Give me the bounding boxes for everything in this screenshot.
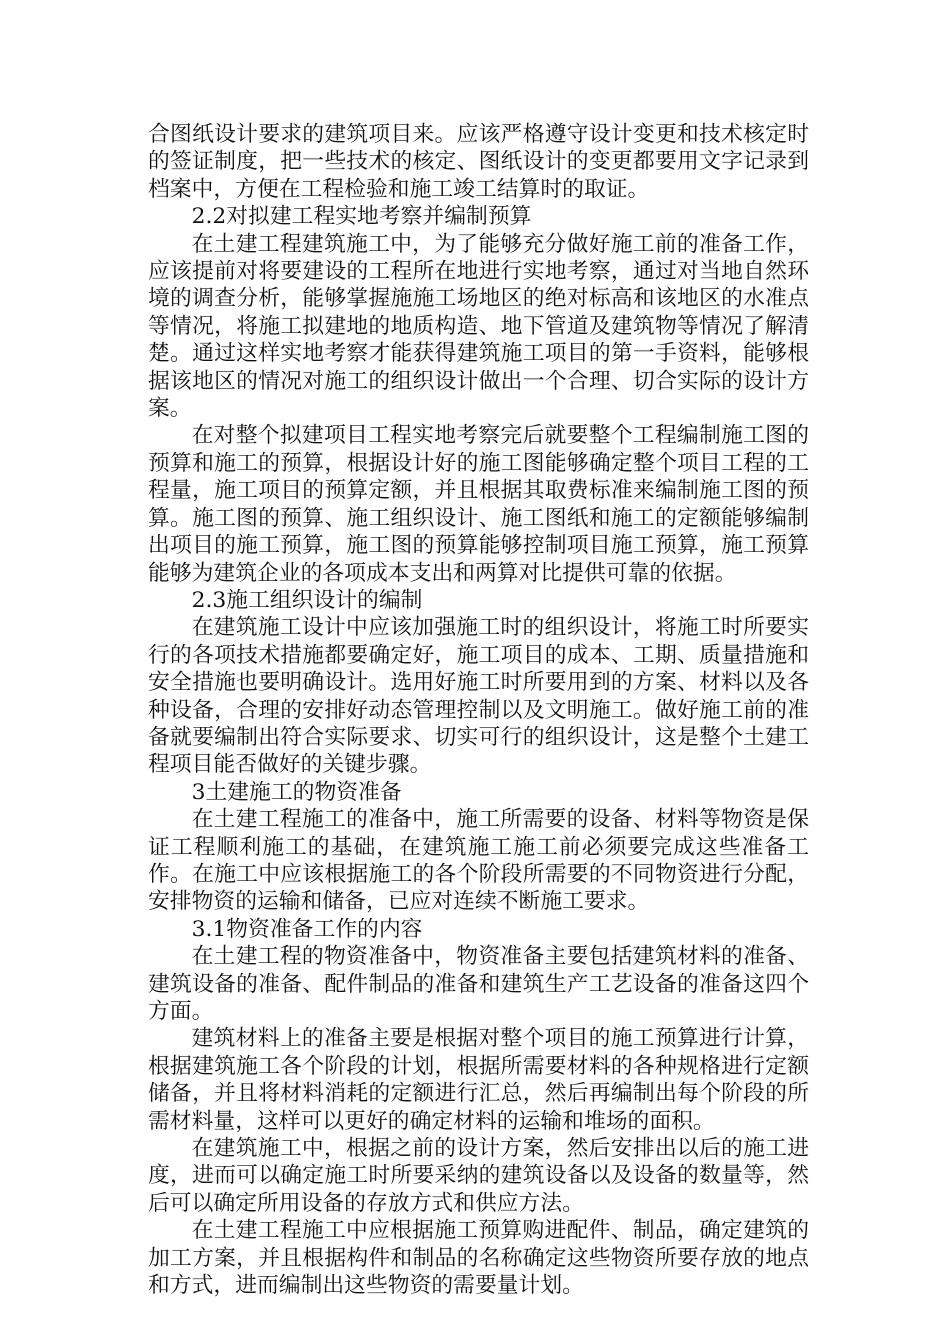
paragraph: 在土建工程建筑施工中，为了能够充分做好施工前的准备工作，应该提前对将要建设的工程所在地进行实地考察，通过对当地自然环境的调查分析，能够掌握施施工场地区的绝对标高和该地区的水准点等情况，将施工拟建地的地质构造、地下管道及建筑物等情况了解清楚。通过这样实地考察才能获得建筑施工项目的第一手资料，能够根据该地区的情况对施工的组织设计做出一个合理、切合实际的设计方案。 xyxy=(148,231,809,422)
paragraph: 在土建工程的物资准备中，物资准备主要包括建筑材料的准备、建筑设备的准备、配件制品的准备和建筑生产工艺设备的准备这四个方面。 xyxy=(148,944,809,1024)
section-heading: 2.2对拟建工程实地考察并编制预算 xyxy=(191,204,532,230)
section-heading: 3土建施工的物资准备 xyxy=(191,779,402,805)
paragraph: 建筑材料上的准备主要是根据对整个项目的施工预算进行计算，根据建筑施工各个阶段的计划，根据所需要材料的各种规格进行定额储备，并且将材料消耗的定额进行汇总，然后再编制出每个阶段的所需材料量，这样可以更好的确定材料的运输和堆场的面积。 xyxy=(148,1026,809,1134)
section-heading: 2.3施工组织设计的编制 xyxy=(191,587,423,613)
paragraph: 合图纸设计要求的建筑项目来。应该严格遵守设计变更和技术核定时的签证制度，把一些技术的核定、图纸设计的变更都要用文字记录到档案中，方便在工程检验和施工竣工结算时的取证。 xyxy=(148,122,809,202)
paragraph: 在对整个拟建项目工程实地考察完后就要整个工程编制施工图的预算和施工的预算，根据设计好的施工图能够确定整个项目工程的工程量，施工项目的预算定额，并且根据其取费标准来编制施工图的预算。施工图的预算、施工组织设计、施工图纸和施工的定额能够编制出项目的施工预算，施工图的预算能够控制项目施工预算，施工预算能够为建筑企业的各项成本支出和两算对比提供可靠的依据。 xyxy=(148,423,809,586)
paragraph: 在建筑施工中，根据之前的设计方案，然后安排出以后的施工进度，进而可以确定施工时所要采纳的建筑设备以及设备的数量等，然后可以确定所用设备的存放方式和供应方法。 xyxy=(148,1136,809,1216)
paragraph: 在建筑施工设计中应该加强施工时的组织设计，将施工时所要实行的各项技术措施都要确定好，施工项目的成本、工期、质量措施和安全措施也要明确设计。选用好施工时所要用到的方案、材料以及各种设备，合理的安排好动态管理控制以及文明施工。做好施工前的准备就要编制出符合实际要求、切实可行的组织设计，这是整个土建工程项目能否做好的关键步骤。 xyxy=(148,615,809,778)
document-body xyxy=(148,121,809,1299)
paragraph: 在土建工程施工中应根据施工预算购进配件、制品，确定建筑的加工方案，并且根据构件和制品的名称确定这些物资所要存放的地点和方式，进而编制出这些物资的需要量计划。 xyxy=(148,1218,809,1299)
section-heading: 3.1物资准备工作的内容 xyxy=(191,916,423,942)
paragraph: 在土建工程施工的准备中，施工所需要的设备、材料等物资是保证工程顺利施工的基础，在建筑施工施工前必须要完成这些准备工作。在施工中应该根据施工的各个阶段所需要的不同物资进行分配， 安排物资的运输和储备，已应对连续不断施工要求。 xyxy=(148,807,809,915)
